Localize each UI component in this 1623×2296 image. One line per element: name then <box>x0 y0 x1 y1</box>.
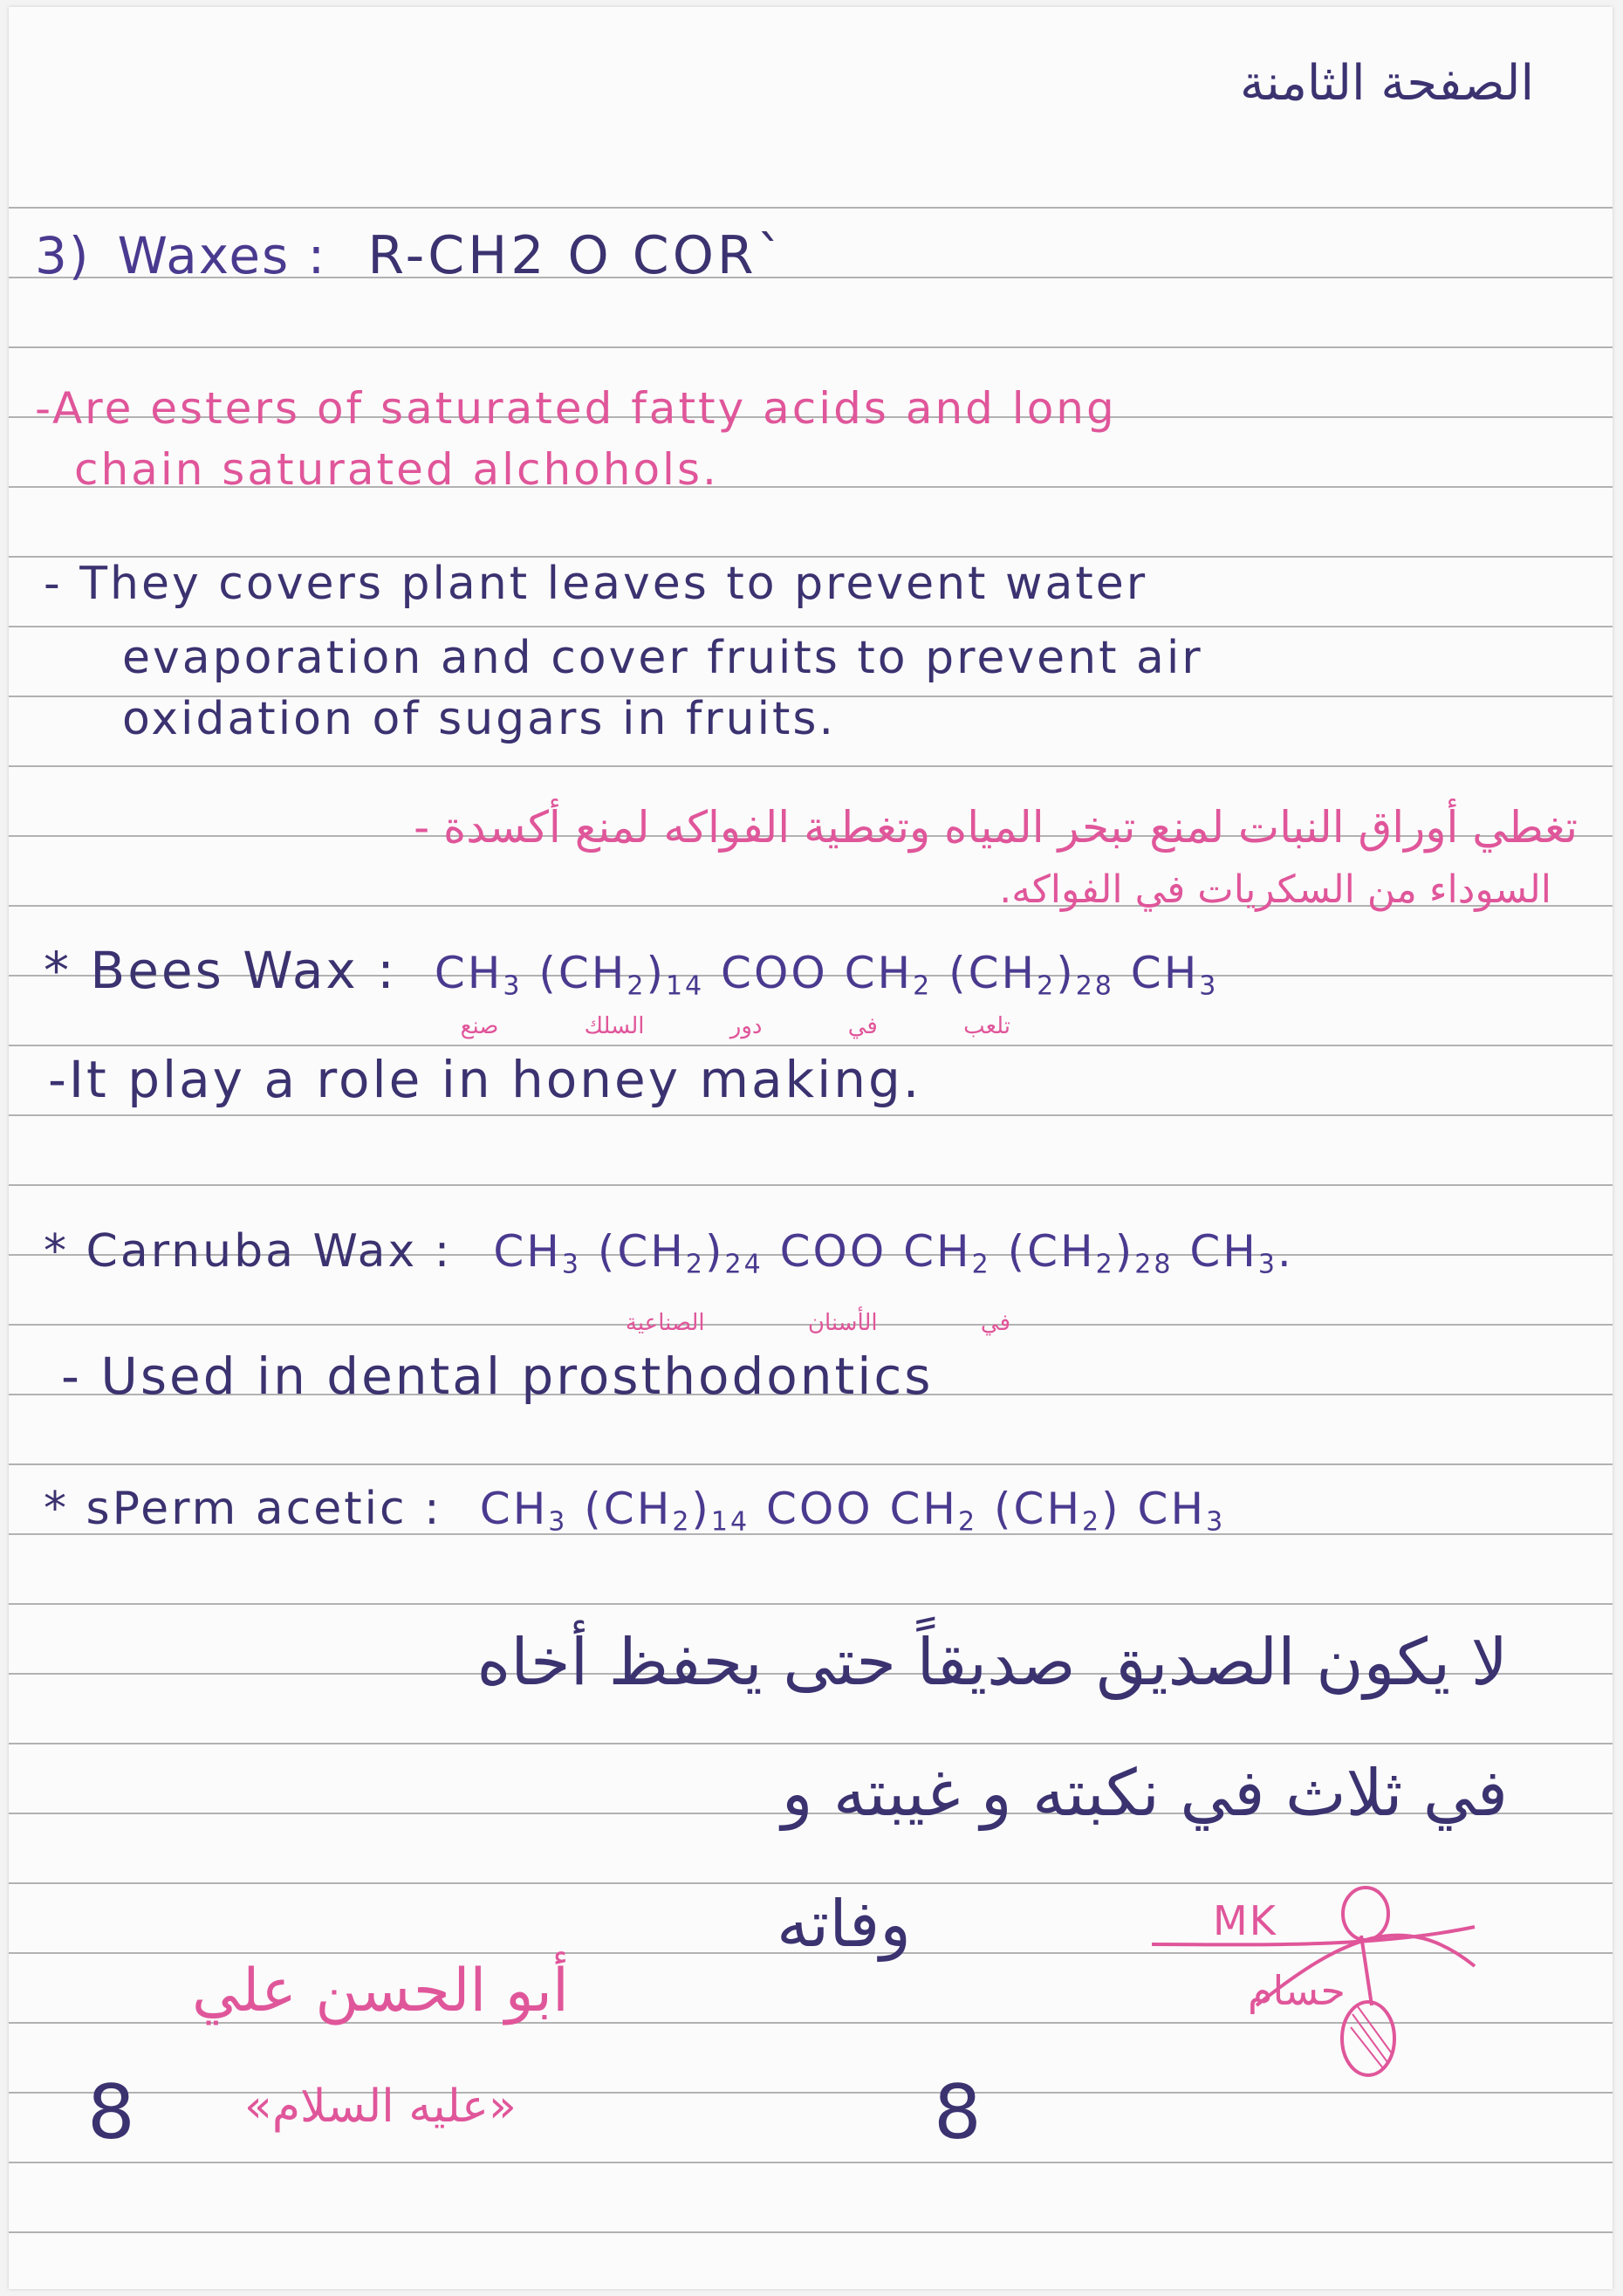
page-title-arabic: الصفحة الثامنة <box>1240 55 1534 112</box>
quote-line-2: في ثلاث في نكبته و غيبته و <box>781 1756 1508 1831</box>
waxes-general-formula: R-CH2 O COR` <box>367 225 787 286</box>
bees-wax-label: * Bees Wax : <box>44 941 397 1000</box>
function-line-3: oxidation of sugars in fruits. <box>122 693 837 745</box>
signature-name: حسام <box>1248 1967 1346 2014</box>
function-line-2: evaporation and cover fruits to prevent air <box>122 632 1203 684</box>
quote-line-1: لا يكون الصديق صديقاً حتى يحفظ أخاه <box>476 1625 1508 1700</box>
quote-attribution: أبو الحسن علي <box>192 1957 569 2025</box>
section-heading <box>35 225 787 286</box>
sperm-acetic-row <box>44 1483 1226 1538</box>
section-number: 3) <box>35 226 91 285</box>
page-number-center: 8 <box>934 2069 983 2156</box>
notebook-page <box>9 7 1613 2289</box>
signature-flourish <box>1143 1883 1527 2084</box>
sperm-acetic-formula: $CH_3$ $(CH_2)_{14}$ COO $CH_2$ $(CH_2)$ $CH_3$ <box>479 1484 1226 1538</box>
carnuba-wax-note: - Used in dental prosthodontics <box>61 1347 934 1406</box>
carnuba-wax-formula: $CH_3$ $(CH_2)_{24}$ COO $CH_2$ $(CH_2)_{28}$ $CH_3$. <box>493 1226 1294 1280</box>
signature-initials: MK <box>1213 1897 1277 1944</box>
sperm-acetic-label: * sPerm acetic : <box>44 1483 442 1535</box>
carnuba-wax-label: * Carnuba Wax : <box>44 1225 453 1278</box>
bees-wax-note: -It play a role in honey making. <box>48 1050 922 1109</box>
definition-line-1: -Are esters of saturated fatty acids and long <box>35 383 1117 434</box>
function-line-1: - They covers plant leaves to prevent water <box>44 558 1148 610</box>
page-number-left: 8 <box>87 2069 137 2156</box>
definition-line-2: chain saturated alchohols. <box>74 444 719 495</box>
section-title: Waxes : <box>117 226 327 285</box>
arabic-note-line-2: السوداء من السكريات في الفواكه. <box>999 867 1551 912</box>
quote-line-3: وفاته <box>777 1887 911 1962</box>
carnuba-wax-row <box>44 1225 1294 1280</box>
quote-blessing: «عليه السلام» <box>244 2080 517 2133</box>
carnuba-wax-gloss: في الأسنان الصناعية <box>625 1310 1010 1336</box>
bees-wax-gloss: تلعب في دور السلك صنع <box>460 1013 1010 1039</box>
bees-wax-formula: $CH_3$ $(CH_2)_{14}$ COO $CH_2$ $(CH_2)_{28}$ $CH_3$ <box>434 948 1219 1002</box>
arabic-note-line-1: تغطي أوراق النبات لمنع تبخر المياه وتغطية الفواكه لمنع أكسدة - <box>414 802 1578 853</box>
bees-wax-row <box>44 941 1219 1002</box>
